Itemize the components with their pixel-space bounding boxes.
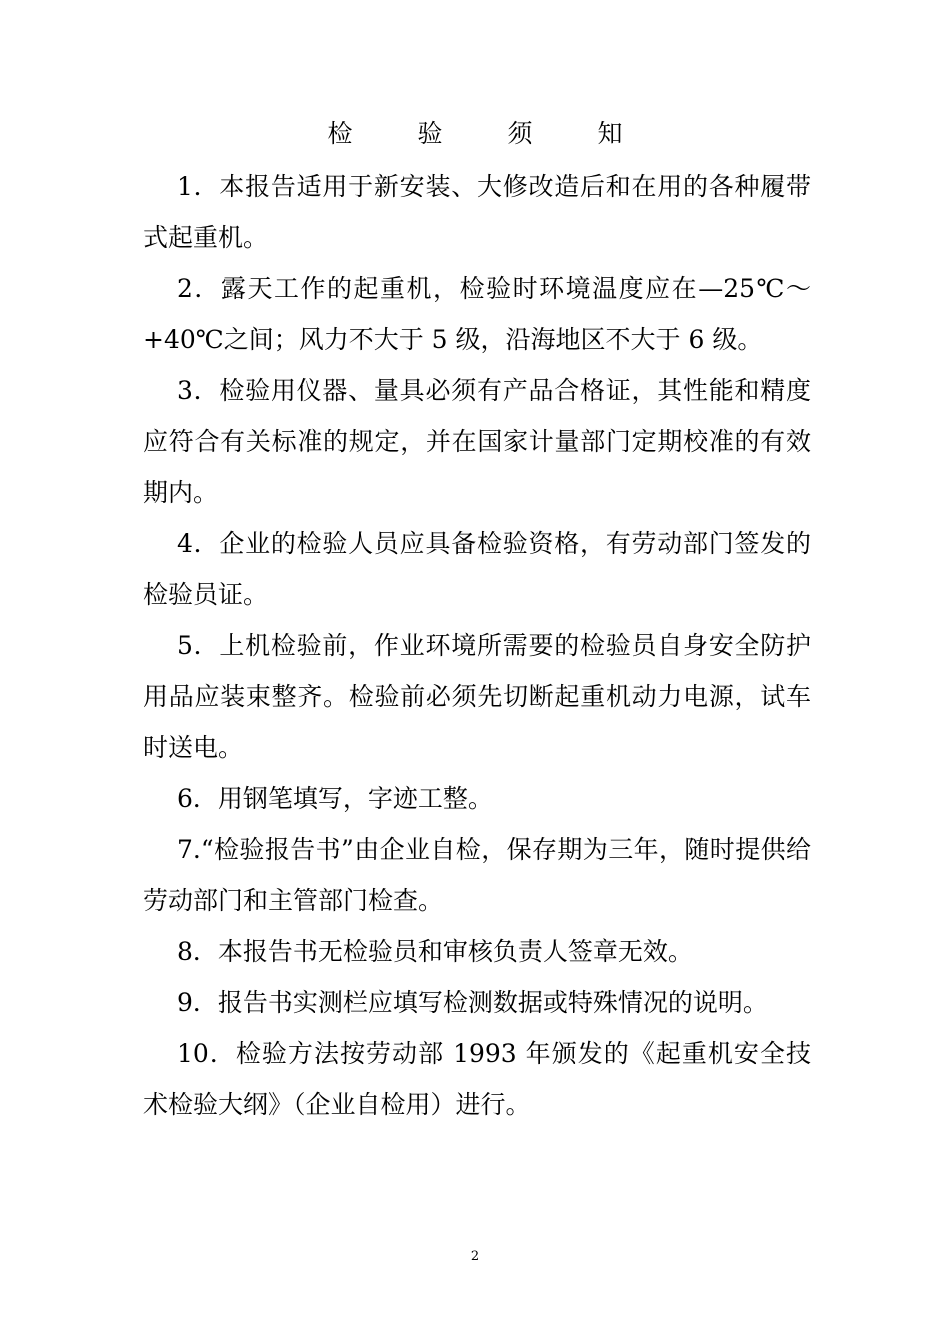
instruction-item-6: 6．用钢笔填写，字迹工整。 <box>177 784 493 813</box>
instruction-item-5: 5．上机检验前，作业环境所需要的检验员自身安全防护用品应装束整齐。检验前必须先切断起重机动力电源，试车时送电。 <box>143 631 811 762</box>
instruction-item-7: 7.“检验报告书”由企业自检，保存期为三年，随时提供给劳动部门和主管部门检查。 <box>143 835 811 915</box>
instruction-item-10: 10．检验方法按劳动部 1993 年颁发的《起重机安全技术检验大纲》（企业自检用）进行。 <box>143 1039 811 1119</box>
page-number: 2 <box>470 1249 480 1264</box>
instruction-item-1: 1．本报告适用于新安装、大修改造后和在用的各种履带式起重机。 <box>143 172 811 252</box>
instruction-item-9: 9．报告书实测栏应填写检测数据或特殊情况的说明。 <box>177 988 768 1017</box>
instruction-item-4: 4．企业的检验人员应具备检验资格，有劳动部门签发的检验员证。 <box>143 529 811 609</box>
instruction-item-3: 3．检验用仪器、量具必须有产品合格证，其性能和精度应符合有关标准的规定，并在国家计量部门定期校准的有效期内。 <box>143 376 811 507</box>
instruction-item-2: 2．露天工作的起重机，检验时环境温度应在—25℃～+40℃之间；风力不大于 5 级，沿海地区不大于 6 级。 <box>143 274 811 354</box>
instruction-item-8: 8．本报告书无检验员和审核负责人签章无效。 <box>177 937 693 966</box>
page-title: 检 验 须 知 <box>327 119 643 148</box>
instructions-list <box>143 161 811 1130</box>
